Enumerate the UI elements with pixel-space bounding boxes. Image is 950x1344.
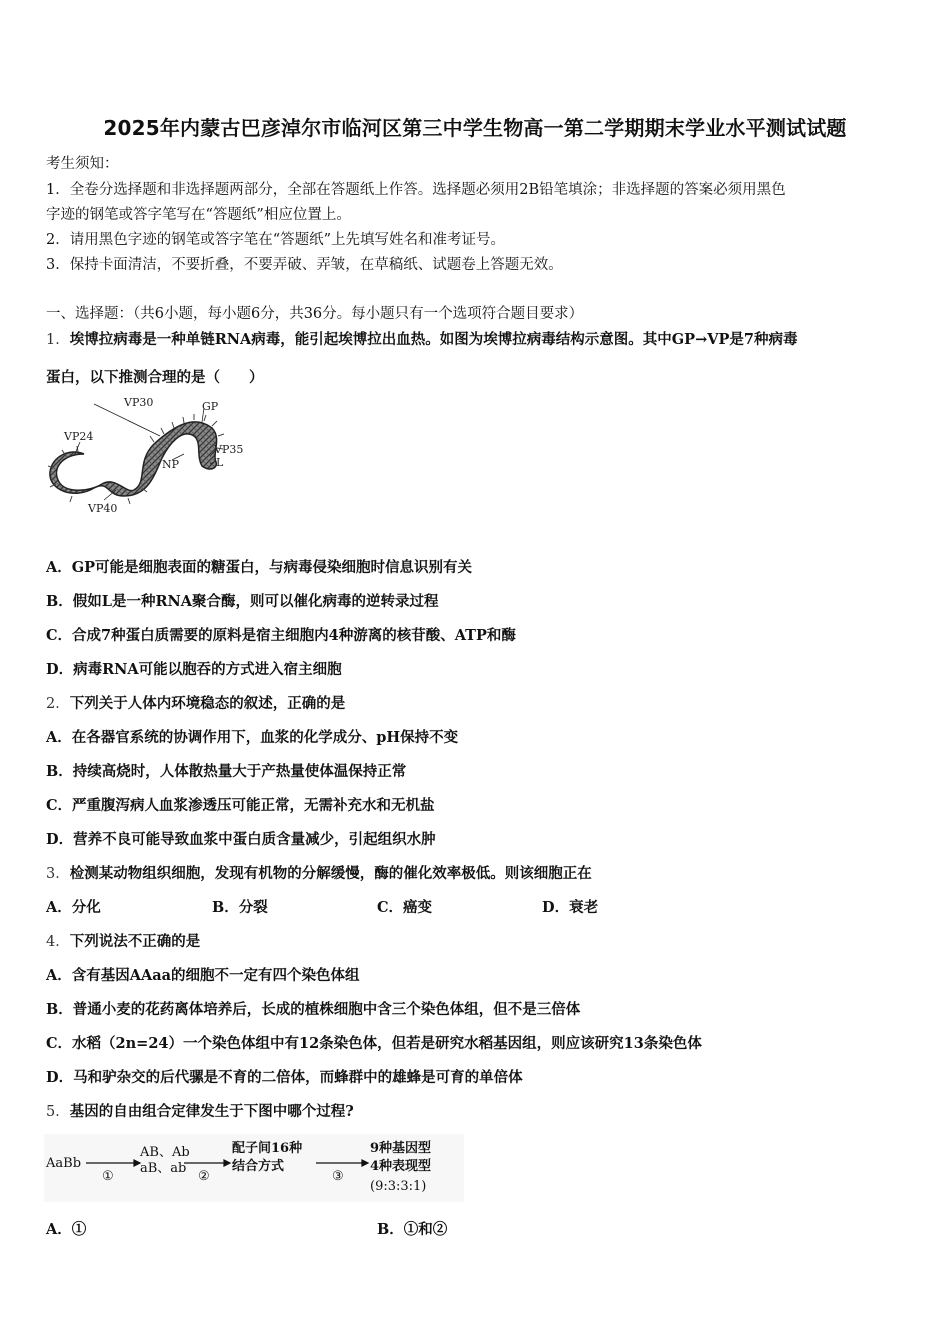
- result-line-2: 4种表现型: [370, 1159, 432, 1174]
- genotype-start: AaBb: [46, 1156, 82, 1171]
- label-np: NP: [162, 458, 180, 471]
- option-b: B．分裂: [212, 899, 268, 916]
- question-number: 1．: [46, 332, 70, 348]
- notice-item: 2．请用黑色字迹的钢笔或答字笔在“答题纸”上先填写姓名和准考证号。: [46, 232, 506, 248]
- question-number: 5．: [46, 1104, 70, 1120]
- step-2-label: ②: [198, 1169, 210, 1184]
- question-text: 下列说法不正确的是: [69, 933, 201, 950]
- question-number: 2．: [46, 696, 70, 712]
- question-text: 埃博拉病毒是一种单链RNA病毒，能引起埃博拉出血热。如图为埃博拉病毒结构示意图。其中GP→VP是7种病毒: [69, 331, 798, 348]
- option-d: D．营养不良可能导致血浆中蛋白质含量减少，引起组织水肿: [46, 831, 436, 848]
- combination-line-2: 结合方式: [232, 1159, 285, 1174]
- question-1-stem: [46, 328, 797, 349]
- label-vp40: VP40: [88, 502, 118, 515]
- option-a: A．分化: [46, 899, 101, 916]
- ebola-virus-figure: [44, 392, 264, 522]
- option-a: A．GP可能是细胞表面的糖蛋白，与病毒侵染细胞时信息识别有关: [46, 559, 473, 576]
- option-c: C．水稻（2n=24）一个染色体组中有12条染色体，但若是研究水稻基因组，则应该研究13条染色体: [46, 1035, 702, 1052]
- notice-heading: 考生须知：: [46, 156, 119, 172]
- option-c: C．严重腹泻病人血浆渗透压可能正常，无需补充水和无机盐: [46, 797, 435, 814]
- option-a: A．①: [46, 1221, 87, 1238]
- question-number: 3．: [46, 866, 70, 882]
- label-l: L: [216, 456, 224, 469]
- step-1-label: ①: [102, 1169, 114, 1184]
- step-3-label: ③: [332, 1169, 344, 1184]
- label-vp35: VP35: [214, 443, 244, 456]
- option-c: C．癌变: [377, 899, 433, 916]
- result-line-1: 9种基因型: [370, 1141, 432, 1156]
- option-b: B．①和②: [377, 1221, 448, 1238]
- option-c: C．合成7种蛋白质需要的原料是宿主细胞内4种游离的核苷酸、ATP和酶: [46, 627, 516, 644]
- option-d: D．马和驴杂交的后代骡是不育的二倍体，而蜂群中的雄蜂是可育的单倍体: [46, 1069, 523, 1086]
- section-heading: 一、选择题：（共6小题，每小题6分，共36分。每小题只有一个选项符合题目要求）: [46, 306, 584, 322]
- label-vp30: VP30: [124, 396, 154, 409]
- notice-item: 字迹的钢笔或答字笔写在“答题纸”相应位置上。: [46, 207, 351, 223]
- option-d: D．衰老: [542, 899, 599, 916]
- question-2-stem: [46, 692, 345, 713]
- gene-combination-diagram: [44, 1134, 464, 1202]
- option-d: D．病毒RNA可能以胞吞的方式进入宿主细胞: [46, 661, 342, 678]
- question-4-stem: [46, 930, 200, 951]
- option-a: A．在各器官系统的协调作用下，血浆的化学成分、pH保持不变: [46, 729, 459, 746]
- option-a: A．含有基因AAaa的细胞不一定有四个染色体组: [46, 967, 360, 984]
- option-b: B．假如L是一种RNA聚合酶，则可以催化病毒的逆转录过程: [46, 593, 439, 610]
- question-3-stem: [46, 862, 592, 883]
- question-text: 检测某动物组织细胞，发现有机物的分解缓慢，酶的催化效率极低。则该细胞正在: [69, 865, 592, 882]
- gametes-line-2: aB、ab: [140, 1161, 187, 1176]
- combination-line-1: 配子间16种: [232, 1141, 303, 1156]
- gametes-line-1: AB、Ab: [140, 1145, 190, 1160]
- label-vp24: VP24: [64, 430, 94, 443]
- question-number: 4．: [46, 934, 70, 950]
- question-5-stem: [46, 1100, 354, 1121]
- question-text: 下列关于人体内环境稳态的叙述，正确的是: [69, 695, 346, 712]
- option-b: B．普通小麦的花药离体培养后，长成的植株细胞中含三个染色体组，但不是三倍体: [46, 1001, 581, 1018]
- option-b: B．持续高烧时，人体散热量大于产热量使体温保持正常: [46, 763, 407, 780]
- notice-item: 1．全卷分选择题和非选择题两部分，全部在答题纸上作答。选择题必须用2B铅笔填涂；非选择题的答案必须用黑色: [46, 182, 786, 198]
- exam-title: 2025年内蒙古巴彦淖尔市临河区第三中学生物高一第二学期期末学业水平测试试题: [103, 116, 847, 140]
- result-line-3: (9:3:3:1): [370, 1179, 427, 1194]
- notice-item: 3．保持卡面清洁，不要折叠，不要弄破、弄皱，在草稿纸、试题卷上答题无效。: [46, 257, 563, 273]
- question-1-stem-cont: 蛋白，以下推测合理的是（ ）: [46, 369, 264, 386]
- label-gp: GP: [202, 400, 219, 413]
- question-text: 基因的自由组合定律发生于下图中哪个过程?: [69, 1103, 354, 1120]
